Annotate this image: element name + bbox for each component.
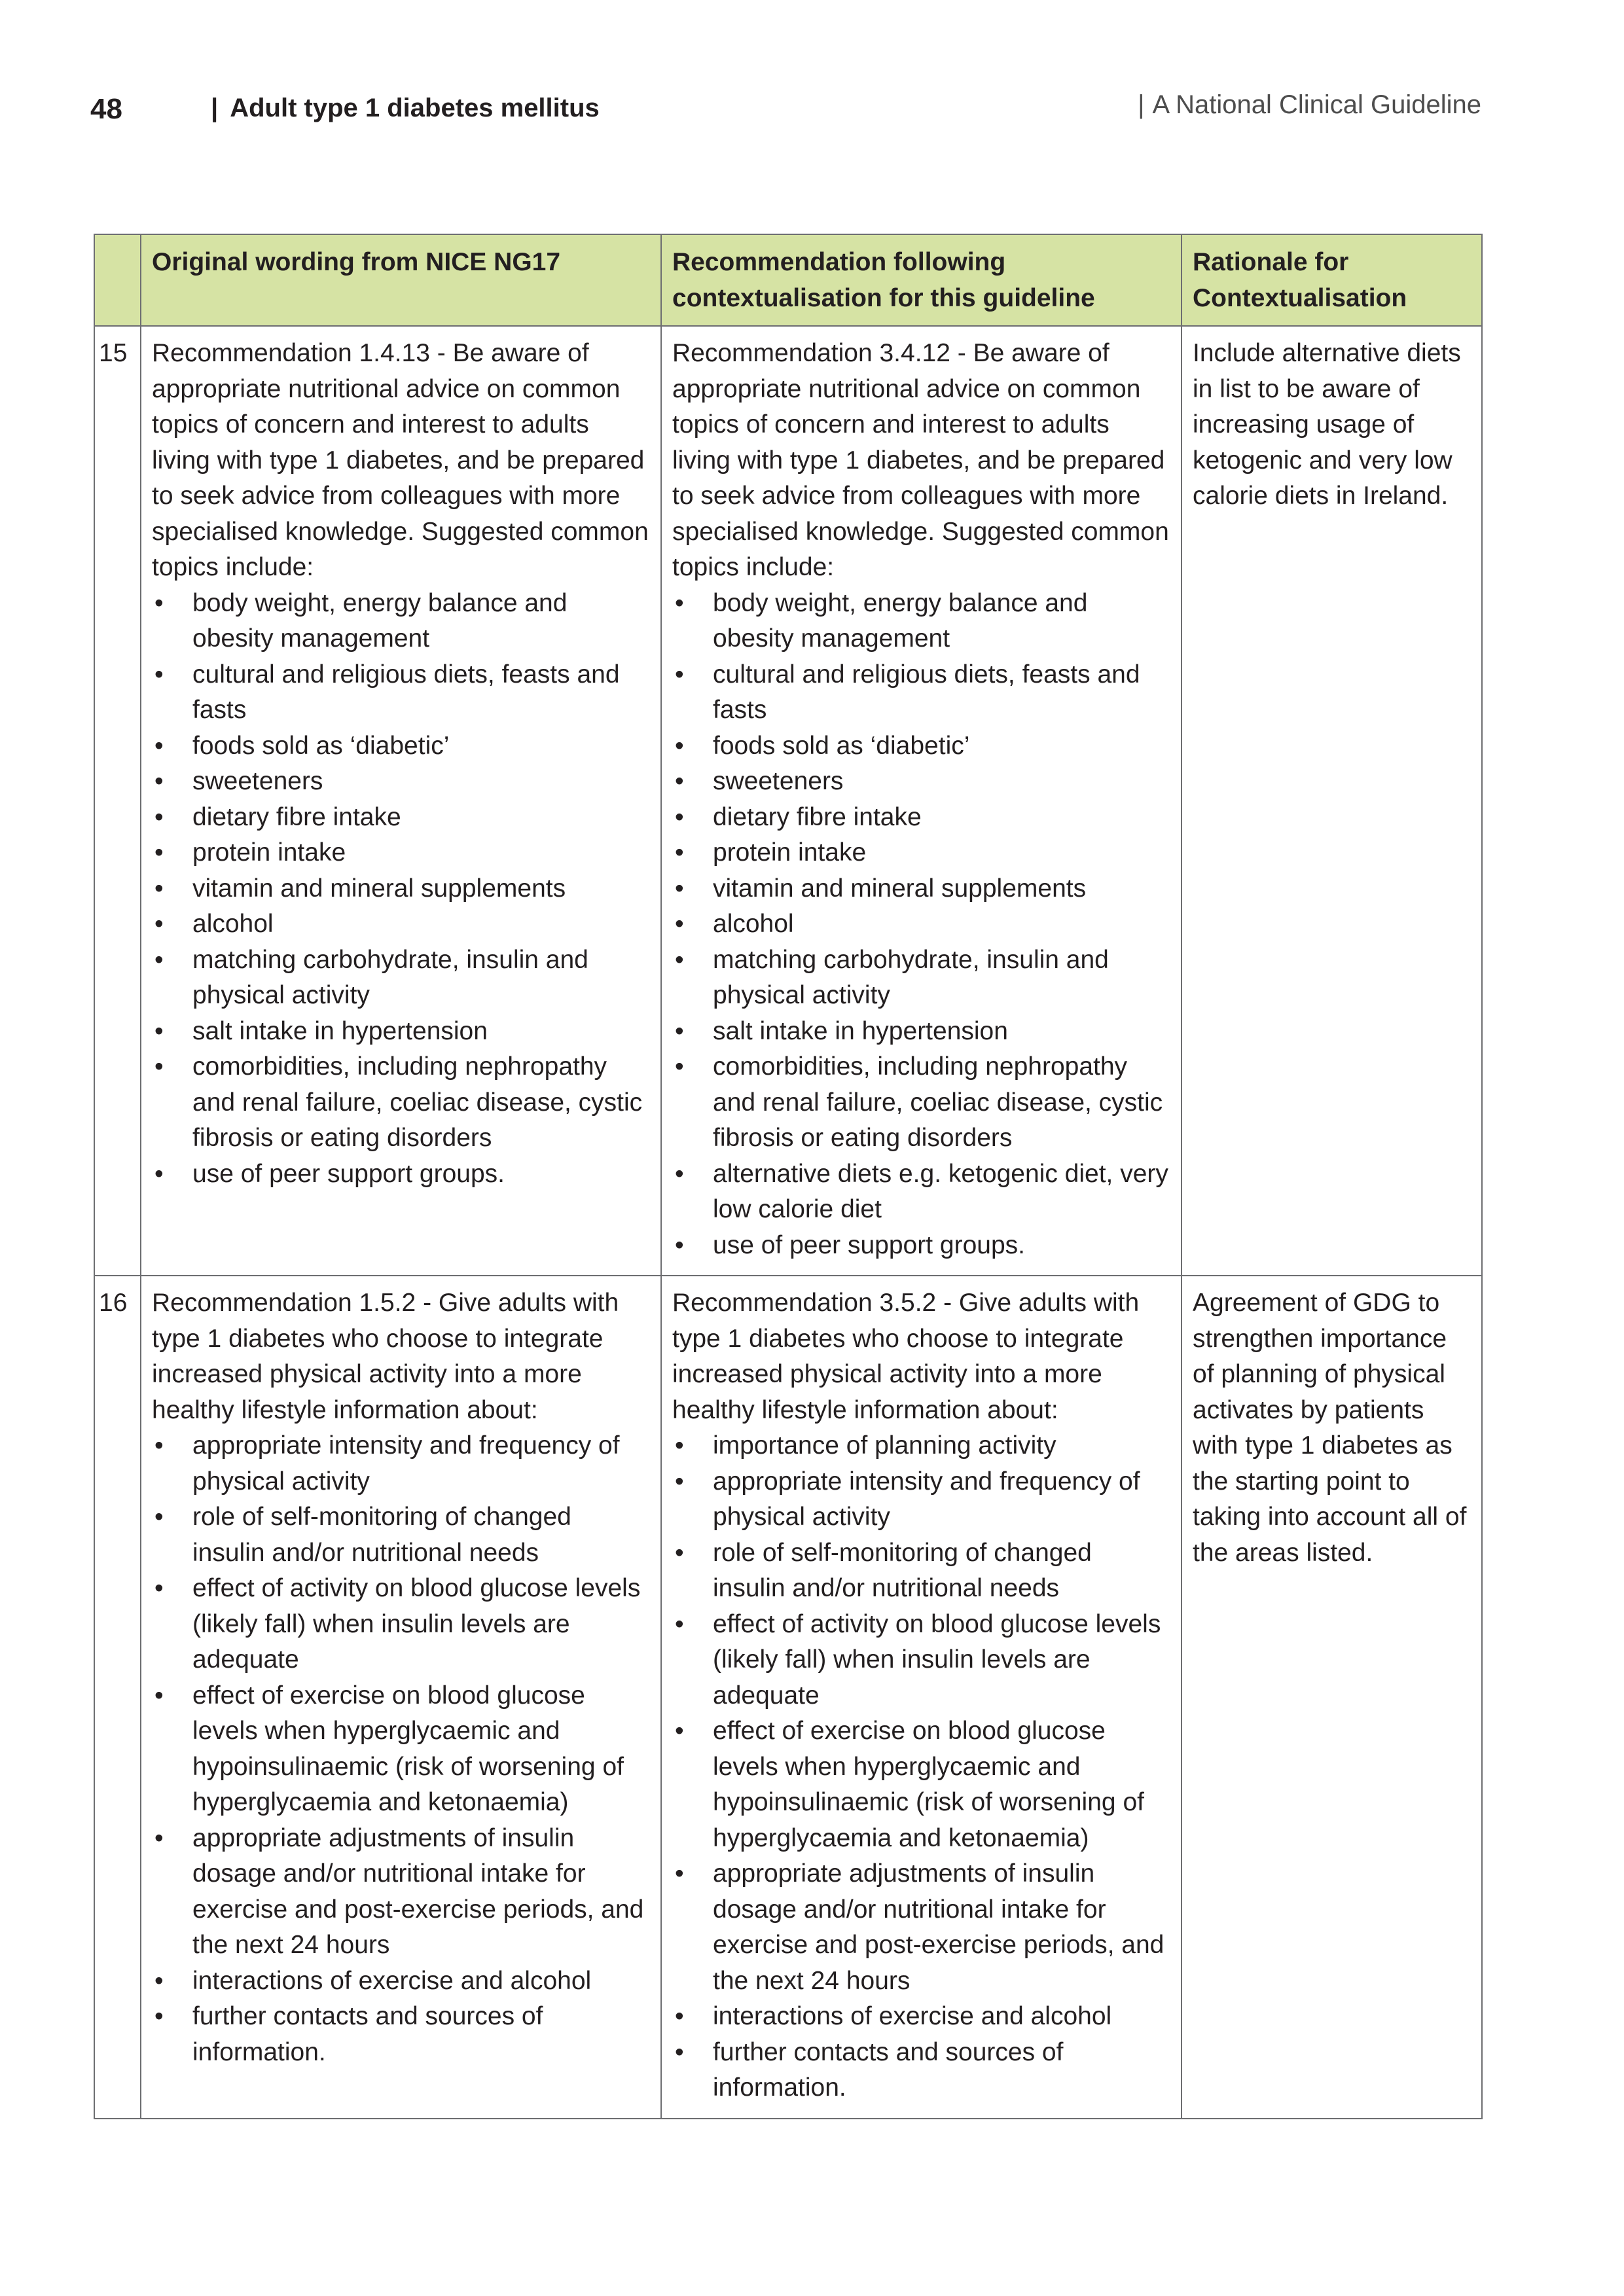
list-item-text: matching carbohydrate, insulin and physical activity [713,945,1109,1009]
list-item [152,942,650,1014]
bullet-list [152,586,650,1193]
table-row [94,1276,1482,2119]
list-item [672,800,1170,836]
list-item [672,906,1170,942]
list-item [152,1821,650,1964]
list-item [152,764,650,800]
list-item-text: further contacts and sources of information. [713,2037,1064,2102]
bullet-dot: • [154,1431,164,1460]
row-number: 16 [94,1276,141,2119]
bullet-dot: • [154,588,164,617]
list-item-text: foods sold as ‘diabetic’ [192,731,450,760]
bullet-dot: • [154,731,164,760]
bullet-dot: • [675,1609,684,1638]
original-wording-cell [141,1276,661,2119]
list-item-text: appropriate intensity and frequency of physical activity [192,1431,620,1496]
recommendations-table [94,234,1483,2119]
bullet-dot: • [154,1574,164,1602]
bullet-dot: • [675,1467,684,1496]
bullet-dot: • [675,1431,684,1460]
header-original-wording: Original wording from NICE NG17 [141,234,661,326]
header-number [94,234,141,326]
document-title-text: Adult type 1 diabetes mellitus [230,94,600,122]
bullet-dot: • [675,874,684,903]
list-item-text: use of peer support groups. [713,1230,1025,1259]
list-item-text: dietary fibre intake [713,802,922,831]
list-item [672,871,1170,907]
bullet-dot: • [154,1823,164,1852]
bullet-dot: • [675,2037,684,2066]
list-item-text: role of self-monitoring of changed insulin and/or nutritional needs [192,1503,571,1567]
bullet-dot: • [154,1159,164,1188]
list-item-text: use of peer support groups. [192,1159,505,1188]
original-wording-cell [141,326,661,1276]
list-item-text: comorbidities, including nephropathy and renal failure, coeliac disease, cystic fibrosis or eating disorders [192,1052,643,1152]
list-item-text: body weight, energy balance and obesity management [713,588,1088,653]
list-item [152,835,650,871]
bullet-dot: • [154,767,164,795]
list-item-text: appropriate intensity and frequency of physical activity [713,1467,1140,1531]
list-item-text: sweeteners [713,767,844,795]
bullet-dot: • [675,2002,684,2030]
list-item [672,586,1170,657]
list-item [672,1464,1170,1535]
bullet-dot: • [675,1538,684,1567]
list-item [152,1014,650,1050]
header-rationale: Rationale for Contextualisation [1182,234,1482,326]
bullet-dot: • [675,1717,684,1745]
bullet-dot: • [154,1681,164,1710]
list-item [672,1607,1170,1714]
list-item-text: effect of exercise on blood glucose levels when hyperglycaemic and hypoinsulinaemic (risk of worsening of hyperglycaemia and ketonaemia) [713,1717,1144,1852]
list-item [672,1428,1170,1464]
list-item-text: interactions of exercise and alcohol [192,1966,592,1995]
list-item-text: protein intake [713,838,867,867]
list-item [672,1157,1170,1228]
bullet-dot: • [675,945,684,974]
list-item-text: appropriate adjustments of insulin dosage and/or nutritional intake for exercise and post-exercise periods, and the next 24 hours [192,1823,644,1959]
bullet-dot: • [675,660,684,689]
list-item [152,1428,650,1499]
bullet-list [672,586,1170,1264]
bullet-dot: • [154,802,164,831]
list-item [152,586,650,657]
list-item [672,2035,1170,2106]
list-item [672,657,1170,728]
bullet-dot: • [154,874,164,903]
list-item-text: effect of exercise on blood glucose levels when hyperglycaemic and hypoinsulinaemic (risk of worsening of hyperglycaemia and ketonaemia) [192,1681,624,1816]
bullet-dot: • [675,1052,684,1081]
recommendation-lead-text: Recommendation 3.5.2 - Give adults with type 1 diabetes who choose to integrate increased physical activity into a more healthy lifestyle information about: [672,1289,1140,1424]
bullet-dot: • [675,838,684,867]
list-item [672,835,1170,871]
list-item-text: salt intake in hypertension [713,1016,1008,1045]
list-item [672,764,1170,800]
list-item [152,1049,650,1157]
recommendation-cell [661,326,1182,1276]
bullet-dot: • [675,910,684,938]
series-separator: | [1138,90,1145,119]
list-item-text: effect of activity on blood glucose levels (likely fall) when insulin levels are adequate [192,1574,641,1674]
list-item [672,1049,1170,1157]
list-item-text: sweeteners [192,767,323,795]
list-item [672,942,1170,1014]
bullet-dot: • [154,1966,164,1995]
header-recommendation: Recommendation following contextualisation for this guideline [661,234,1182,326]
list-item-text: cultural and religious diets, feasts and fasts [713,660,1140,724]
list-item [152,800,650,836]
bullet-dot: • [675,1016,684,1045]
bullet-dot: • [154,1503,164,1531]
bullet-list [672,1428,1170,2106]
page-number: 48 [90,93,122,125]
list-item [672,1228,1170,1264]
list-item-text: protein intake [192,838,346,867]
list-item-text: body weight, energy balance and obesity management [192,588,568,653]
bullet-dot: • [675,767,684,795]
list-item [152,1157,650,1193]
list-item-text: importance of planning activity [713,1431,1056,1460]
list-item [152,728,650,764]
list-item-text: effect of activity on blood glucose levels (likely fall) when insulin levels are adequate [713,1609,1161,1710]
list-item [672,1014,1170,1050]
bullet-dot: • [675,731,684,760]
series-title-text: A National Clinical Guideline [1152,90,1481,119]
row-number: 15 [94,326,141,1276]
bullet-dot: • [154,910,164,938]
bullet-dot: • [675,1230,684,1259]
list-item [672,1535,1170,1607]
list-item-text: alcohol [713,910,794,938]
document-title [211,94,600,123]
bullet-dot: • [675,802,684,831]
bullet-dot: • [154,1016,164,1045]
list-item-text: appropriate adjustments of insulin dosage and/or nutritional intake for exercise and post-exercise periods, and the next 24 hours [713,1859,1164,1995]
bullet-dot: • [675,1159,684,1188]
list-item [152,1964,650,2000]
bullet-dot: • [154,660,164,689]
list-item [152,1999,650,2070]
bullet-dot: • [675,1859,684,1888]
list-item-text: alcohol [192,910,274,938]
list-item [672,1999,1170,2035]
list-item-text: salt intake in hypertension [192,1016,488,1045]
recommendation-lead-text: Recommendation 3.4.12 - Be aware of appropriate nutritional advice on common topics of concern and interest to adults living with type 1 diabetes, and be prepared to seek advice from colleagues with more specialised knowledge. Suggested common topics include: [672,339,1169,581]
list-item-text: vitamin and mineral supplements [192,874,566,903]
list-item [152,1678,650,1821]
list-item-text: alternative diets e.g. ketogenic diet, very low calorie diet [713,1159,1168,1223]
list-item-text: comorbidities, including nephropathy and renal failure, coeliac disease, cystic fibrosis or eating disorders [713,1052,1163,1152]
list-item [152,657,650,728]
bullet-dot: • [154,945,164,974]
list-item-text: foods sold as ‘diabetic’ [713,731,970,760]
list-item-text: matching carbohydrate, insulin and physical activity [192,945,588,1009]
list-item [672,1713,1170,1856]
rationale-cell: Include alternative diets in list to be aware of increasing usage of ketogenic and very low calorie diets in Ireland. [1182,326,1482,1276]
page-header [0,0,1624,170]
rationale-cell: Agreement of GDG to strengthen importance of planning of physical activates by patients with type 1 diabetes as the starting point to taking into account all of the areas listed. [1182,1276,1482,2119]
recommendation-cell [661,1276,1182,2119]
list-item [152,871,650,907]
list-item-text: role of self-monitoring of changed insulin and/or nutritional needs [713,1538,1092,1602]
list-item [672,728,1170,764]
list-item [152,1499,650,1571]
bullet-dot: • [675,588,684,617]
list-item [152,906,650,942]
list-item-text: dietary fibre intake [192,802,401,831]
list-item [672,1856,1170,1999]
title-separator: | [211,94,219,122]
bullet-list [152,1428,650,2070]
list-item [152,1571,650,1678]
list-item-text: cultural and religious diets, feasts and fasts [192,660,620,724]
bullet-dot: • [154,838,164,867]
table-header-row [94,234,1482,326]
bullet-dot: • [154,2002,164,2030]
list-item-text: further contacts and sources of information. [192,2002,543,2066]
table-row [94,326,1482,1276]
list-item-text: vitamin and mineral supplements [713,874,1087,903]
recommendation-lead-text: Recommendation 1.5.2 - Give adults with type 1 diabetes who choose to integrate increased physical activity into a more healthy lifestyle information about: [152,1289,619,1424]
list-item-text: interactions of exercise and alcohol [713,2002,1112,2030]
bullet-dot: • [154,1052,164,1081]
series-title [1138,90,1481,120]
recommendation-lead-text: Recommendation 1.4.13 - Be aware of appropriate nutritional advice on common topics of concern and interest to adults living with type 1 diabetes, and be prepared to seek advice from colleagues with more specialised knowledge. Suggested common topics include: [152,339,649,581]
